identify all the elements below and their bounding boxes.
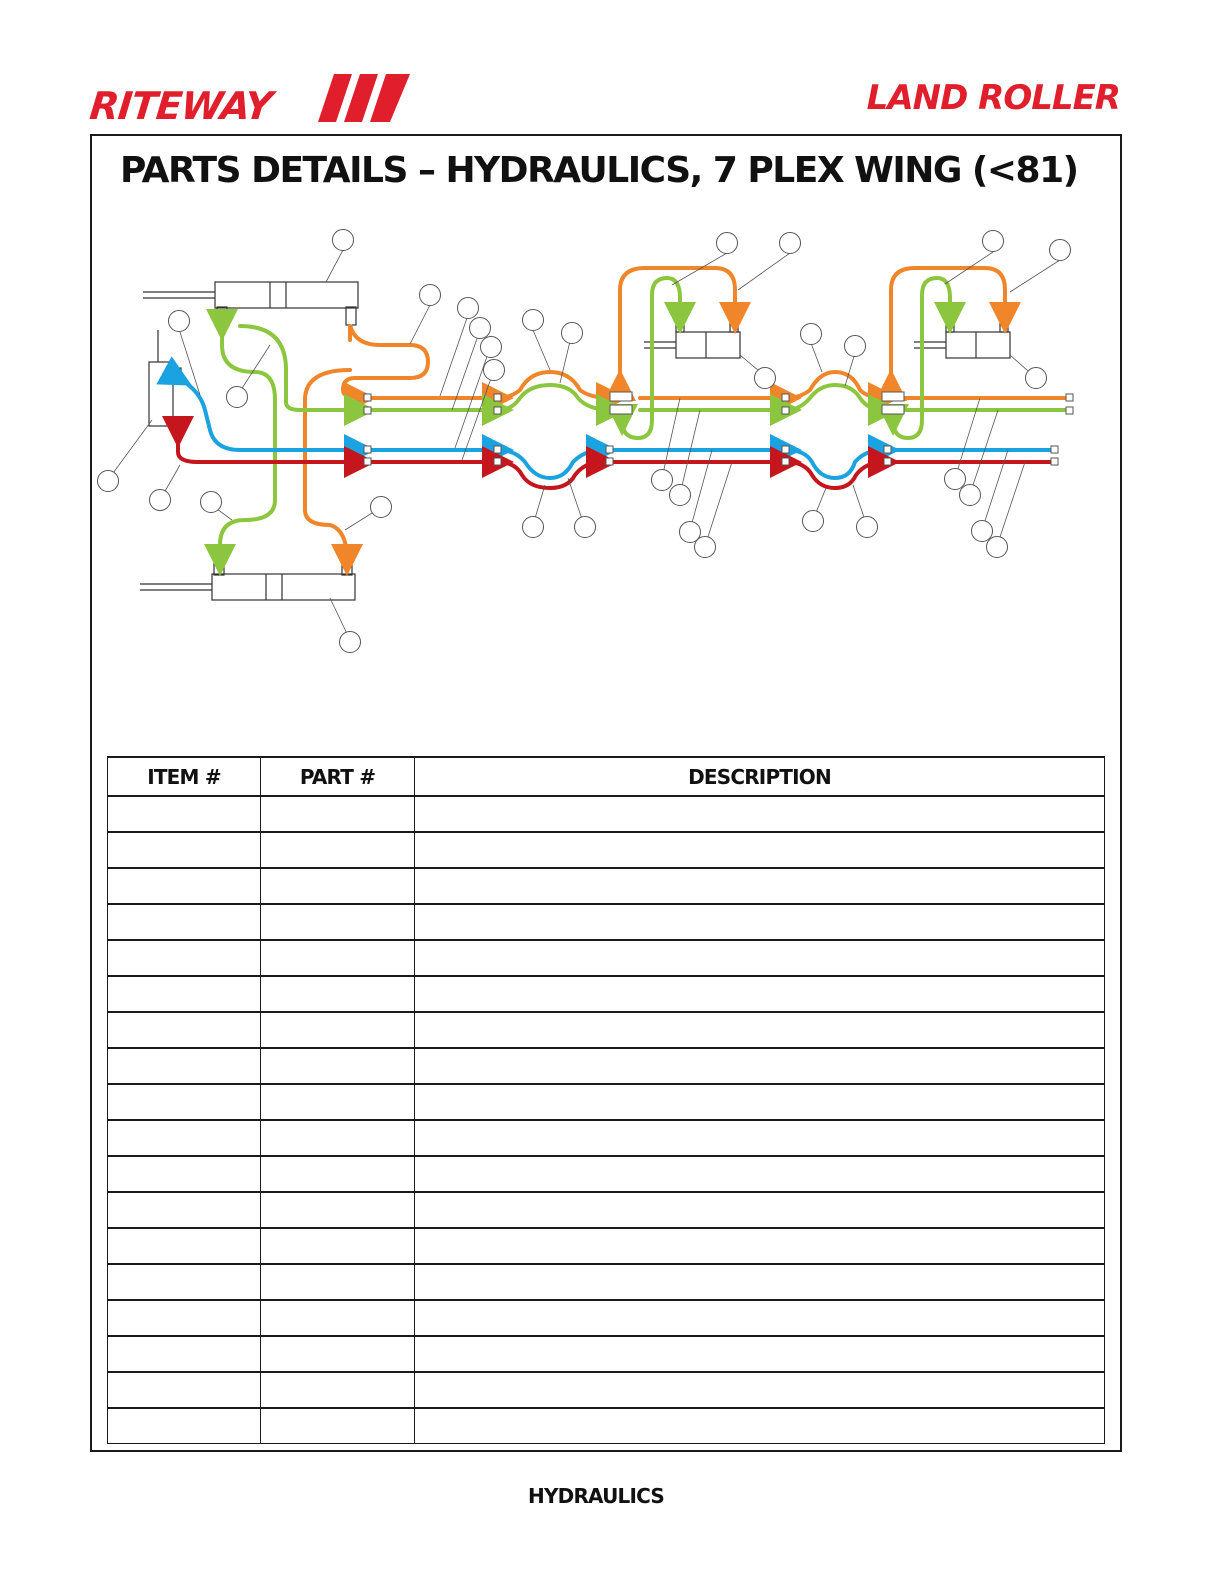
cylinder-bottom-left	[140, 563, 355, 600]
item-number-cell	[108, 1408, 261, 1444]
table-row	[108, 1300, 1105, 1336]
description-cell	[415, 1228, 1105, 1264]
table-row	[108, 1228, 1105, 1264]
table-row	[108, 868, 1105, 904]
part-number-cell	[261, 1120, 415, 1156]
table-row	[108, 1048, 1105, 1084]
item-number-cell	[108, 1012, 261, 1048]
hydraulic-diagram	[90, 220, 1122, 660]
column-header-part: PART #	[261, 757, 415, 796]
table-row	[108, 1192, 1105, 1228]
table-row	[108, 796, 1105, 832]
table-row	[108, 1084, 1105, 1120]
part-number-cell	[261, 1012, 415, 1048]
description-cell	[415, 1336, 1105, 1372]
cylinder-far-right	[914, 320, 1010, 358]
description-cell	[415, 1156, 1105, 1192]
table-row	[108, 940, 1105, 976]
item-number-cell	[108, 1048, 261, 1084]
description-cell	[415, 1084, 1105, 1120]
item-number-cell	[108, 1300, 261, 1336]
item-number-cell	[108, 868, 261, 904]
part-number-cell	[261, 1228, 415, 1264]
part-number-cell	[261, 868, 415, 904]
riteway-logo-text: RITEWAY	[87, 84, 274, 128]
product-name: LAND ROLLER	[866, 78, 1120, 118]
table-row	[108, 1120, 1105, 1156]
page-title: PARTS DETAILS – HYDRAULICS, 7 PLEX WING (<81)	[120, 150, 1078, 191]
item-number-cell	[108, 1336, 261, 1372]
description-cell	[415, 1372, 1105, 1408]
description-cell	[415, 904, 1105, 940]
description-cell	[415, 1012, 1105, 1048]
item-number-cell	[108, 940, 261, 976]
table-row	[108, 904, 1105, 940]
description-cell	[415, 1048, 1105, 1084]
description-cell	[415, 868, 1105, 904]
item-number-cell	[108, 796, 261, 832]
table-row	[108, 1408, 1105, 1444]
part-number-cell	[261, 1048, 415, 1084]
item-number-cell	[108, 1156, 261, 1192]
description-cell	[415, 940, 1105, 976]
table-row	[108, 1156, 1105, 1192]
part-number-cell	[261, 1408, 415, 1444]
part-number-cell	[261, 1084, 415, 1120]
item-number-cell	[108, 904, 261, 940]
footer-section-label: HYDRAULICS	[528, 1484, 664, 1508]
callout-balloons	[98, 230, 1071, 653]
part-number-cell	[261, 1336, 415, 1372]
part-number-cell	[261, 832, 415, 868]
description-cell	[415, 1300, 1105, 1336]
item-number-cell	[108, 1084, 261, 1120]
table-row	[108, 1372, 1105, 1408]
item-number-cell	[108, 976, 261, 1012]
description-cell	[415, 976, 1105, 1012]
table-row	[108, 1264, 1105, 1300]
item-number-cell	[108, 1228, 261, 1264]
item-number-cell	[108, 832, 261, 868]
description-cell	[415, 1192, 1105, 1228]
description-cell	[415, 1120, 1105, 1156]
parts-table	[107, 756, 1105, 1444]
part-number-cell	[261, 976, 415, 1012]
item-number-cell	[108, 1192, 261, 1228]
column-header-description: DESCRIPTION	[415, 757, 1105, 796]
riteway-logo-mark-icon	[318, 72, 414, 124]
table-row	[108, 1012, 1105, 1048]
table-header-row	[108, 757, 1105, 796]
part-number-cell	[261, 1300, 415, 1336]
table-row	[108, 1336, 1105, 1372]
table-row	[108, 976, 1105, 1012]
table-row	[108, 832, 1105, 868]
item-number-cell	[108, 1120, 261, 1156]
description-cell	[415, 1264, 1105, 1300]
valve-block	[149, 330, 181, 428]
item-number-cell	[108, 1372, 261, 1408]
part-number-cell	[261, 940, 415, 976]
part-number-cell	[261, 796, 415, 832]
description-cell	[415, 796, 1105, 832]
description-cell	[415, 832, 1105, 868]
item-number-cell	[108, 1264, 261, 1300]
cylinder-mid-right	[644, 320, 740, 358]
part-number-cell	[261, 1156, 415, 1192]
column-header-item: ITEM #	[108, 757, 261, 796]
part-number-cell	[261, 904, 415, 940]
part-number-cell	[261, 1192, 415, 1228]
description-cell	[415, 1408, 1105, 1444]
part-number-cell	[261, 1264, 415, 1300]
part-number-cell	[261, 1372, 415, 1408]
